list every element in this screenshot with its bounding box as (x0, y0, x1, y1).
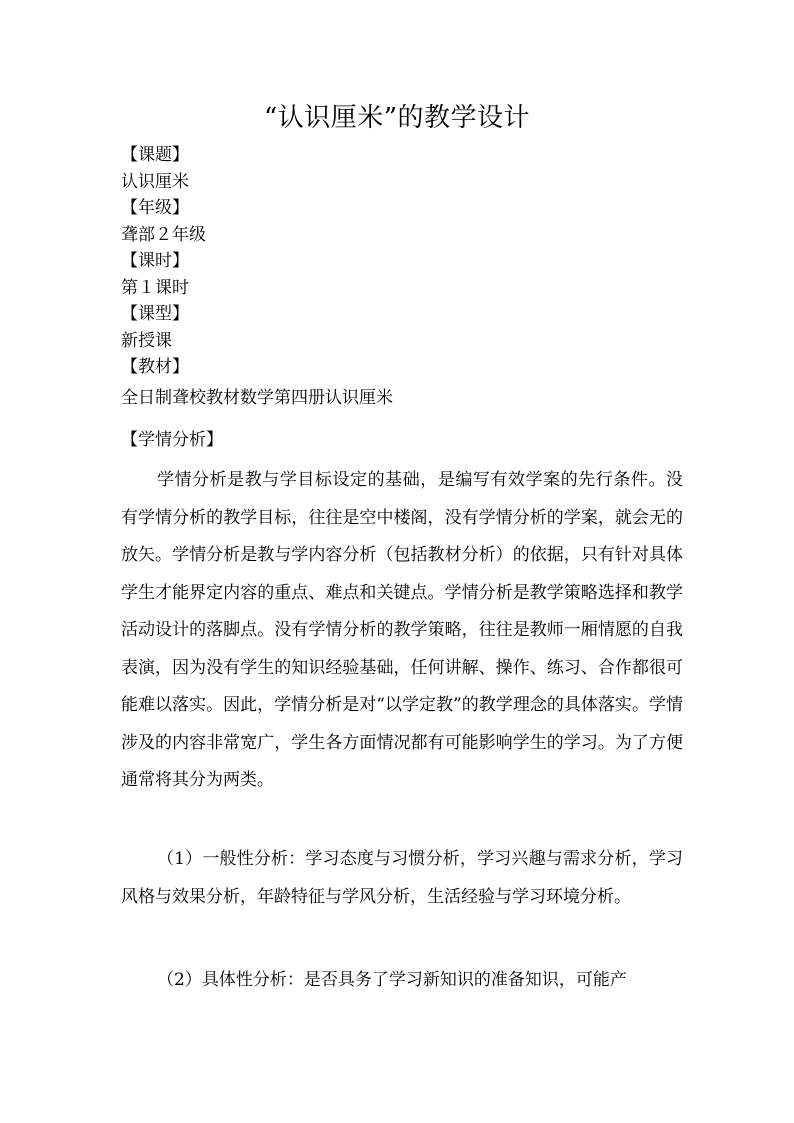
paragraph-learner-analysis: 学情分析是教与学目标设定的基础，是编写有效学案的先行条件。没有学情分析的教学目标，往往是空中楼阁，没有学情分析的学案，就会无的放矢。学情分析是教与学内容分析（包括教材分析）的依据，只有针对具体学生才能界定内容的重点、难点和关键点。学情分析是教学策略选择和教学活动设计的落脚点。没有学情分析的教学策略，往往是教师一厢情愿的自我表演，因为没有学生的知识经验基础，任何讲解、操作、练习、合作都很可能难以落实。因此，学情分析是对“以学定教”的教学理念的具体落实。学情涉及的内容非常宽广，学生各方面情况都有可能影响学生的学习。为了方便通常将其分为两类。 (121, 470, 683, 790)
paragraph-general-analysis: （1）一般性分析：学习态度与习惯分析，学习兴趣与需求分析，学习风格与效果分析，年龄特征与学风分析，生活经验与学习环境分析。 (121, 849, 683, 907)
meta-value-period: 第１课时 (121, 277, 189, 298)
meta-value-topic: 认识厘米 (121, 171, 189, 192)
section-heading-learner-analysis: 【学情分析】 (121, 430, 223, 450)
meta-label-textbook: 【教材】 (121, 357, 189, 377)
meta-label-grade: 【年级】 (121, 198, 189, 218)
lesson-info-block (121, 142, 681, 411)
meta-value-lesson-type: 新授课 (121, 330, 172, 351)
meta-label-period: 【课时】 (121, 251, 189, 271)
meta-value-textbook: 全日制聋校教材数学第四册认识厘米 (121, 387, 393, 408)
meta-label-lesson-type: 【课型】 (121, 304, 189, 324)
paragraph-specific-analysis: （2）具体性分析：是否具务了学习新知识的准备知识，可能产 (157, 970, 627, 990)
meta-label-topic: 【课题】 (121, 145, 189, 165)
meta-value-grade: 聋部２年级 (121, 224, 206, 245)
page-title: “认识厘米”的教学设计 (263, 103, 531, 133)
